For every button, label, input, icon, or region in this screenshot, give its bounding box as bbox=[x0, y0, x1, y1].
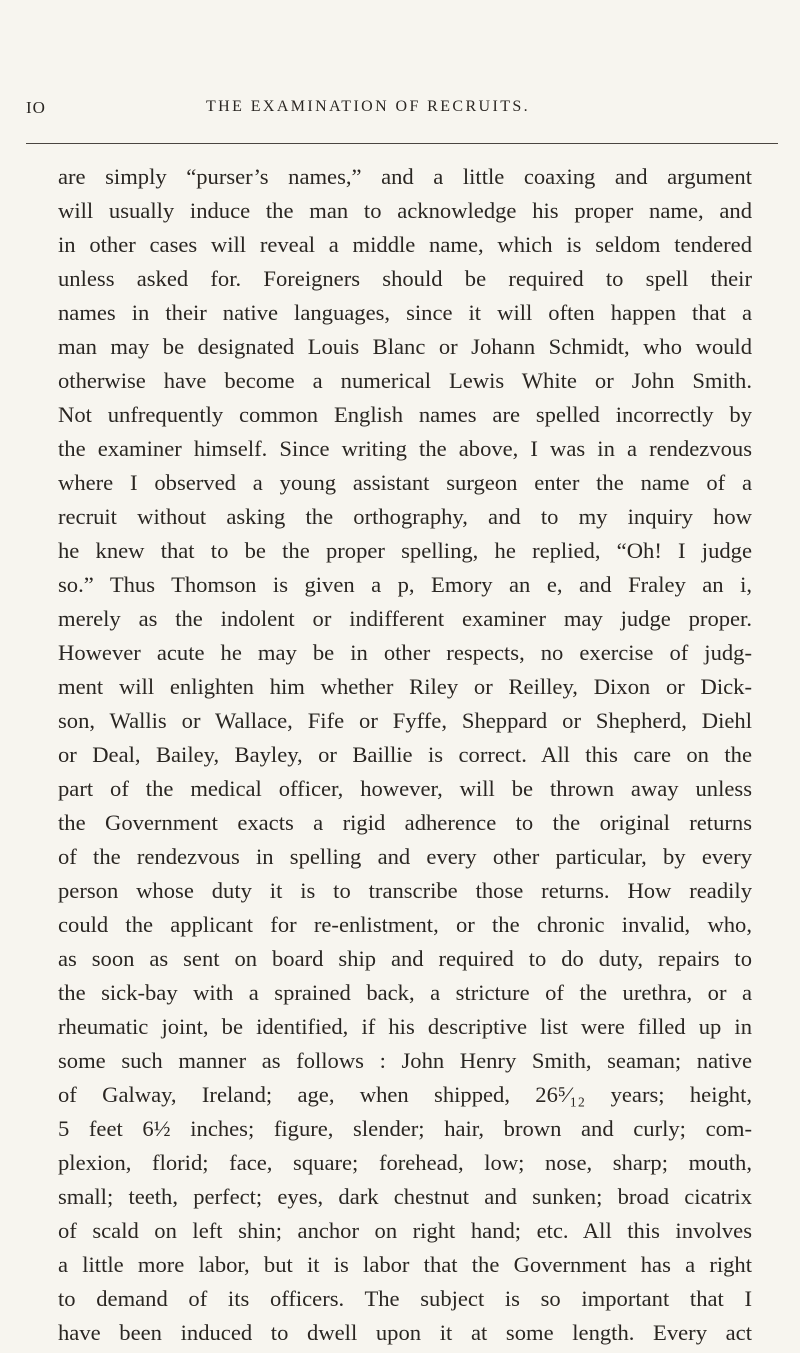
text-line: have been induced to dwell upon it at some length. Every act bbox=[58, 1320, 752, 1345]
text-line: son, Wallis or Wallace, Fife or Fyffe, Sheppard or Shepherd, Diehl bbox=[58, 708, 752, 733]
page-number: IO bbox=[26, 98, 46, 117]
text-line: of scald on left shin; anchor on right hand; etc. All this involves bbox=[58, 1218, 752, 1243]
text-line: the sick-bay with a sprained back, a stricture of the urethra, or a bbox=[58, 980, 752, 1005]
text-line: 5 feet 6½ inches; figure, slender; hair, brown and curly; com- bbox=[58, 1116, 752, 1141]
text-line: recruit without asking the orthography, and to my inquiry how bbox=[58, 504, 752, 529]
text-line: could the applicant for re-enlistment, or the chronic invalid, who, bbox=[58, 912, 752, 937]
text-line: or Deal, Bailey, Bayley, or Baillie is correct. All this care on the bbox=[58, 742, 752, 767]
text-line: as soon as sent on board ship and required to do duty, repairs to bbox=[58, 946, 752, 971]
running-head bbox=[26, 98, 746, 122]
text-line: in other cases will reveal a middle name, which is seldom tendered bbox=[58, 232, 752, 257]
header-rule bbox=[26, 143, 778, 144]
text-line: a little more labor, but it is labor that the Government has a right bbox=[58, 1252, 752, 1277]
running-title: THE EXAMINATION OF RECRUITS. bbox=[206, 98, 531, 115]
text-line: where I observed a young assistant surgeon enter the name of a bbox=[58, 470, 752, 495]
text-line: merely as the indolent or indifferent examiner may judge proper. bbox=[58, 606, 752, 631]
text-line: otherwise have become a numerical Lewis White or John Smith. bbox=[58, 368, 752, 393]
text-line: of Galway, Ireland; age, when shipped, 26⁵⁄₁₂ years; height, bbox=[58, 1082, 752, 1107]
text-line: so.” Thus Thomson is given a p, Emory an e, and Fraley an i, bbox=[58, 572, 752, 597]
text-line: small; teeth, perfect; eyes, dark chestnut and sunken; broad cicatrix bbox=[58, 1184, 752, 1209]
body-text bbox=[58, 160, 752, 1350]
text-line: However acute he may be in other respects, no exercise of judg- bbox=[58, 640, 752, 665]
text-line: unless asked for. Foreigners should be required to spell their bbox=[58, 266, 752, 291]
text-line: he knew that to be the proper spelling, he replied, “Oh! I judge bbox=[58, 538, 752, 563]
text-line: plexion, florid; face, square; forehead, low; nose, sharp; mouth, bbox=[58, 1150, 752, 1175]
text-line: of the rendezvous in spelling and every other particular, by every bbox=[58, 844, 752, 869]
text-line: person whose duty it is to transcribe those returns. How readily bbox=[58, 878, 752, 903]
text-line: ment will enlighten him whether Riley or Reilley, Dixon or Dick- bbox=[58, 674, 752, 699]
text-line: to demand of its officers. The subject is so important that I bbox=[58, 1286, 752, 1311]
text-line: the examiner himself. Since writing the above, I was in a rendezvous bbox=[58, 436, 752, 461]
text-line: are simply “purser’s names,” and a little coaxing and argument bbox=[58, 164, 752, 189]
text-line: some such manner as follows : John Henry Smith, seaman; native bbox=[58, 1048, 752, 1073]
text-line: rheumatic joint, be identified, if his descriptive list were filled up in bbox=[58, 1014, 752, 1039]
text-line: man may be designated Louis Blanc or Johann Schmidt, who would bbox=[58, 334, 752, 359]
text-line: names in their native languages, since it will often happen that a bbox=[58, 300, 752, 325]
text-line: will usually induce the man to acknowledge his proper name, and bbox=[58, 198, 752, 223]
text-line: part of the medical officer, however, will be thrown away unless bbox=[58, 776, 752, 801]
text-line: Not unfrequently common English names are spelled incorrectly by bbox=[58, 402, 752, 427]
text-line: the Government exacts a rigid adherence to the original returns bbox=[58, 810, 752, 835]
